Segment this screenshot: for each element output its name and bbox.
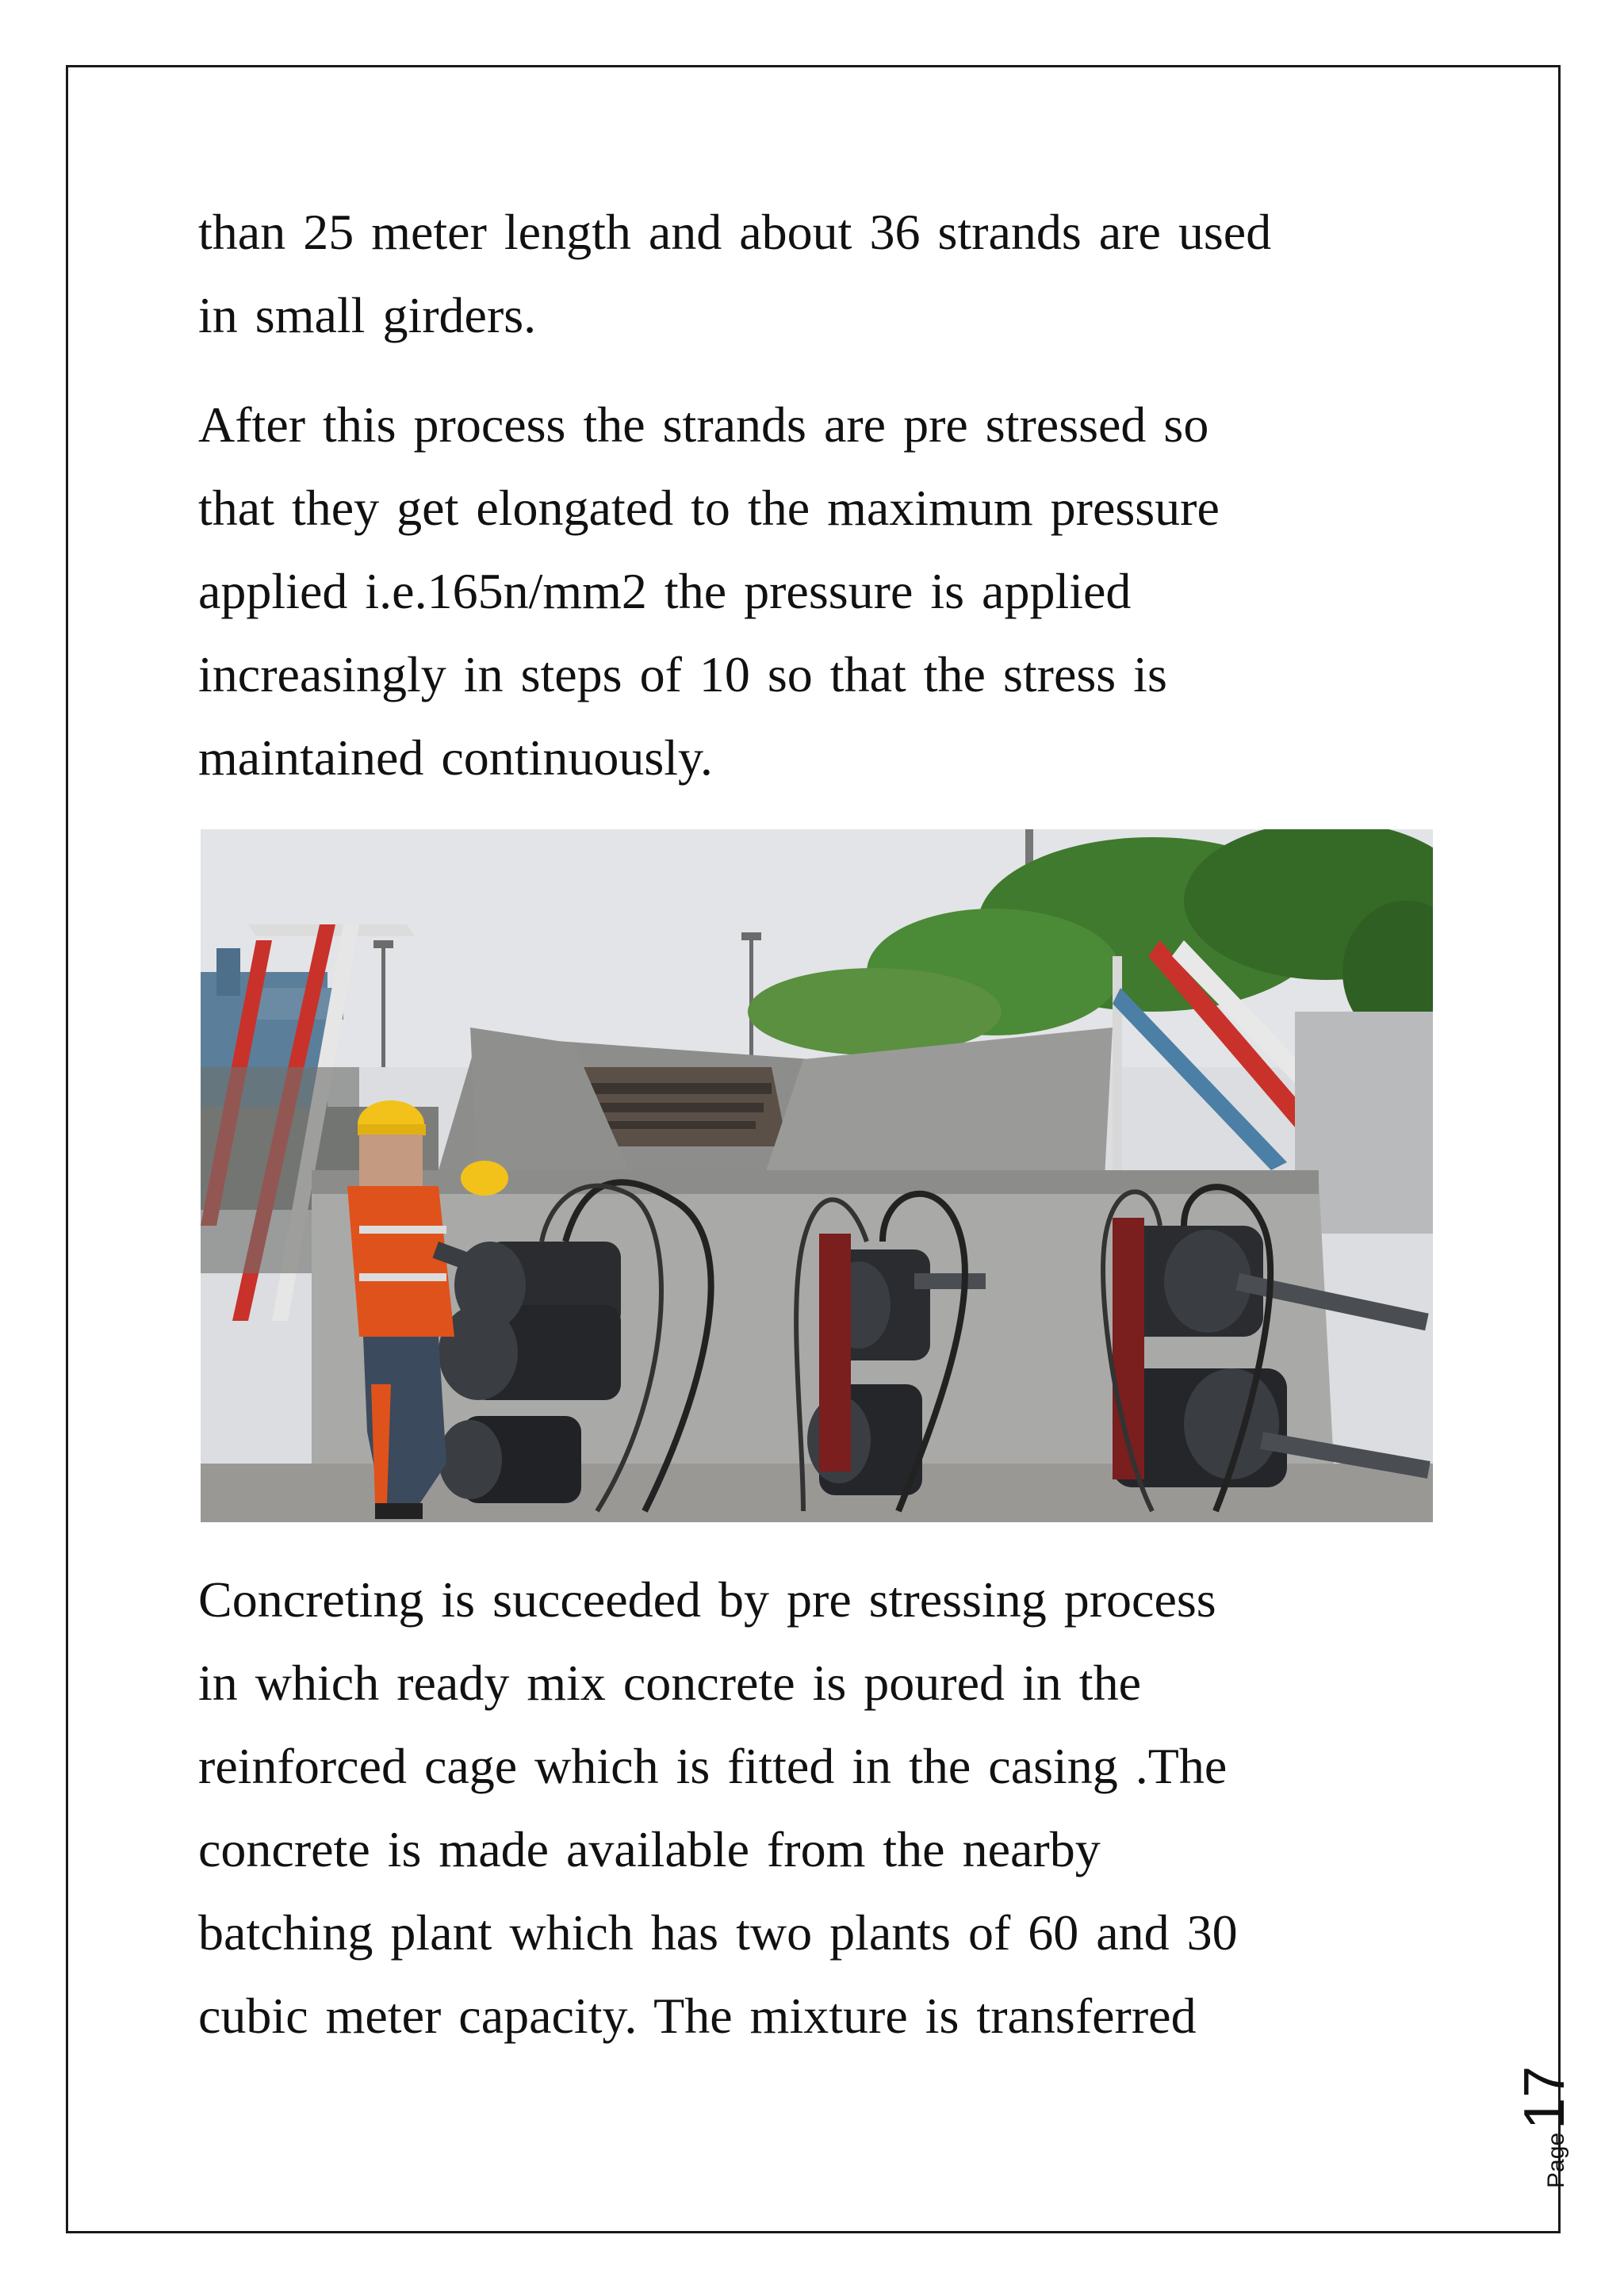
- page-number: [1513, 2030, 1576, 2188]
- page-number-value: 17: [1513, 2065, 1576, 2130]
- page-label: Page: [1543, 2132, 1569, 2188]
- paragraph-3: Concreting is succeeded by pre stressing process in which ready mix concrete is poured in the reinforced cage which is fitted in the casing .The concrete is made available from the nearby batching plant which has two plants of 60 and 30 cubic meter capacity. The mixture is transferred: [198, 1571, 1238, 2044]
- paragraph-1: than 25 meter length and about 36 strands are used in small girders.: [198, 204, 1272, 343]
- paragraph-2: After this process the strands are pre stressed so that they get elongated to the maximum pressure applied i.e.165n/mm2 the pressure is applied increasingly in steps of 10 so that the stress is maintained continuously.: [198, 396, 1220, 786]
- prestressing-photo: [201, 829, 1433, 1522]
